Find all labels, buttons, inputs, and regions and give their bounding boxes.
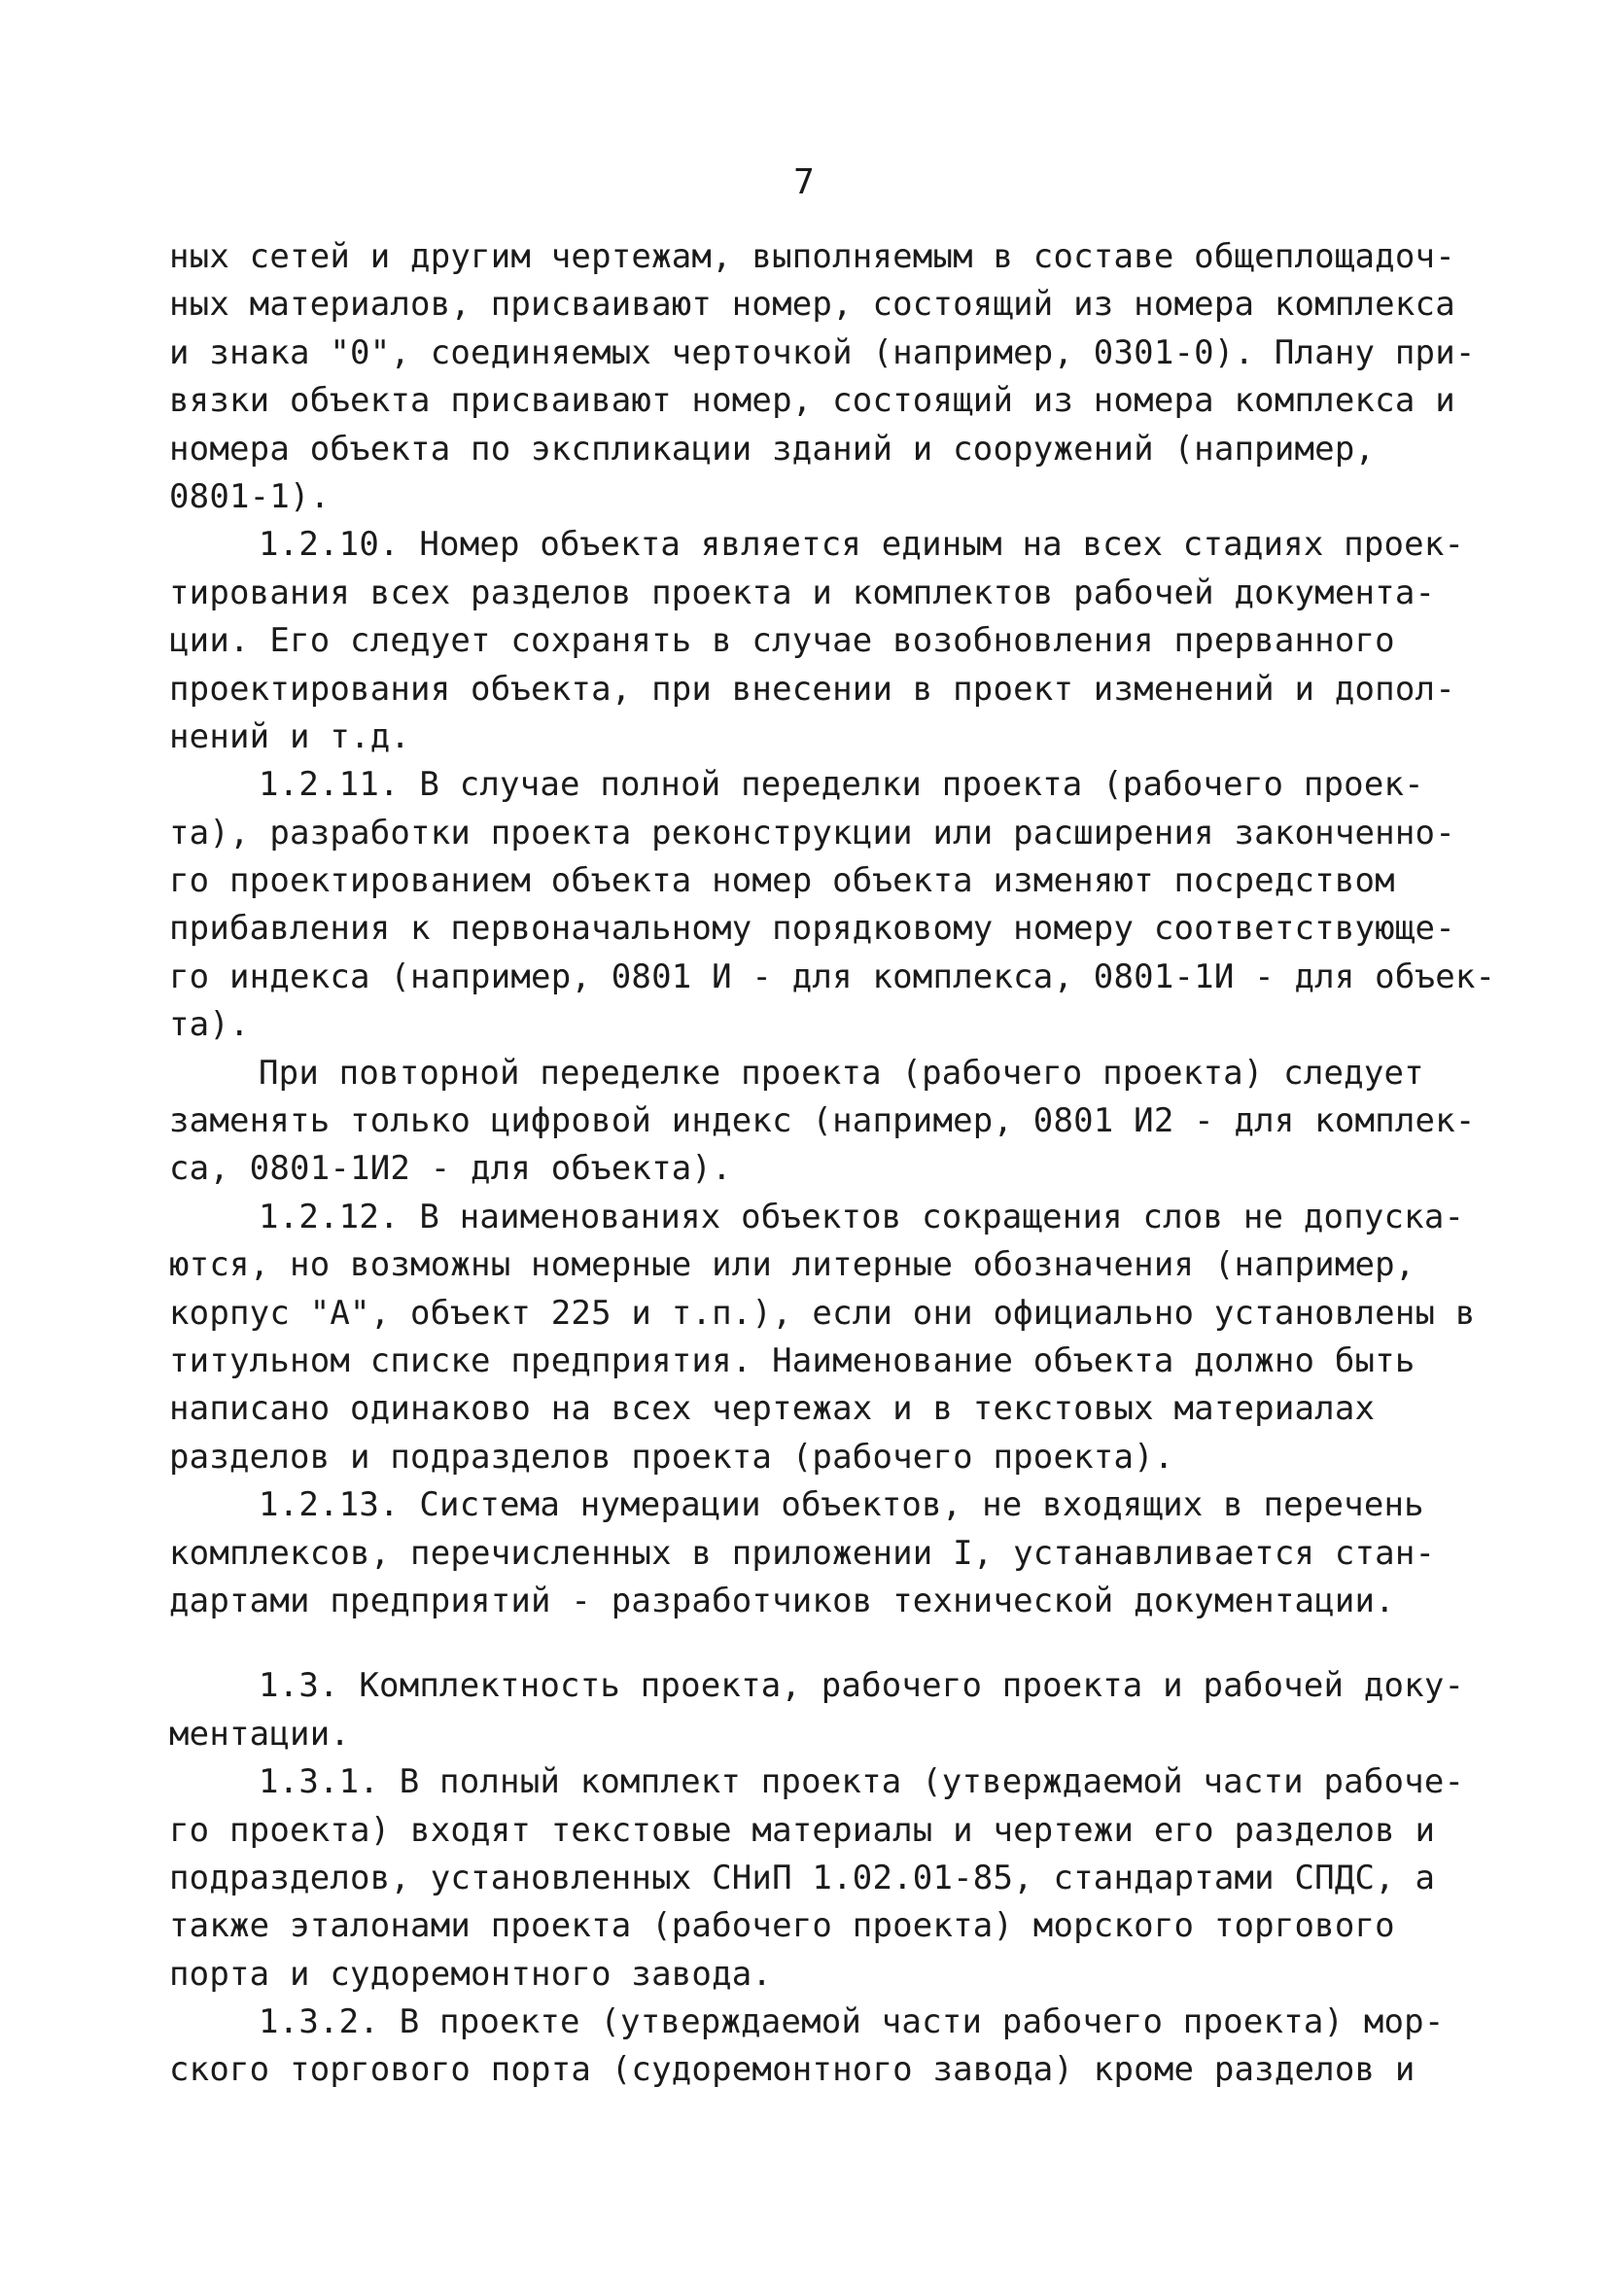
paragraph-1-2-11-start: 1.2.11. В случае полной переделки проекта (рабочего проек- xyxy=(259,765,1424,805)
paragraph-1-2-10-start: 1.2.10. Номер объекта является единым на всех стадиях проек- xyxy=(259,525,1465,565)
text-line: подразделов, установленных СНиП 1.02.01-85, стандартами СПДС, а xyxy=(169,1858,1436,1897)
paragraph-1-3-2-start: 1.3.2. В проекте (утверждаемой части рабочего проекта) мор- xyxy=(259,2002,1445,2042)
text-line: ского торгового порта (судоремонтного завода) кроме разделов и xyxy=(169,2050,1416,2090)
text-line: ментации. xyxy=(169,1714,351,1754)
body-text xyxy=(169,233,1496,2095)
paragraph-repeat-rework-start: При повторной переделке проекта (рабочего проекта) следует xyxy=(259,1053,1424,1093)
text-line: го проектированием объекта номер объекта изменяют посредством xyxy=(169,861,1395,901)
text-line: номера объекта по экспликации зданий и сооружений (например, xyxy=(169,429,1376,469)
text-line: та), разработки проекта реконструкции или расширения законченно- xyxy=(169,813,1455,852)
text-line: вязки объекта присваивают номер, состоящий из номера комплекса и xyxy=(169,381,1455,421)
text-line: са, 0801-1И2 - для объекта). xyxy=(169,1149,732,1189)
text-line: порта и судоремонтного завода. xyxy=(169,1954,773,1994)
section-heading-1-3: 1.3. Комплектность проекта, рабочего проекта и рабочей доку- xyxy=(259,1666,1465,1706)
text-line: прибавления к первоначальному порядковому номеру соответствующе- xyxy=(169,909,1455,949)
text-line: нений и т.д. xyxy=(169,716,411,756)
page-number: 7 xyxy=(793,162,815,202)
text-line: также эталонами проекта (рабочего проекта) морского торгового xyxy=(169,1906,1395,1946)
section-gap xyxy=(169,1625,1477,1662)
text-line: ются, но возможны номерные или литерные обозначения (например, xyxy=(169,1245,1416,1285)
paragraph-1-2-13-start: 1.2.13. Система нумерации объектов, не входящих в перечень xyxy=(259,1485,1424,1525)
text-line: проектирования объекта, при внесении в проект изменений и допол- xyxy=(169,669,1455,709)
text-line: дартами предприятий - разработчиков технической документации. xyxy=(169,1581,1395,1620)
text-line: заменять только цифровой индекс (например, 0801 И2 - для комплек- xyxy=(169,1101,1476,1141)
text-line: ных материалов, присваивают номер, состоящий из номера комплекса xyxy=(169,285,1455,325)
text-line: тирования всех разделов проекта и комплектов рабочей документа- xyxy=(169,573,1436,612)
text-line: 0801-1). xyxy=(169,476,331,516)
text-line: и знака "0", соединяемых черточкой (например, 0301-0). Плану при- xyxy=(169,332,1476,372)
text-line: ных сетей и другим чертежам, выполняемым в составе общеплощадоч- xyxy=(169,237,1455,276)
paragraph-1-3-1-start: 1.3.1. В полный комплект проекта (утверждаемой части рабоче- xyxy=(259,1762,1465,1802)
text-line: та). xyxy=(169,1005,250,1045)
text-line: титульном списке предприятия. Наименование объекта должно быть xyxy=(169,1340,1416,1380)
text-line: комплексов, перечисленных в приложении I, устанавливается стан- xyxy=(169,1533,1436,1573)
paragraph-1-2-12-start: 1.2.12. В наименованиях объектов сокращения слов не допуска- xyxy=(259,1197,1465,1236)
text-line: корпус "А", объект 225 и т.п.), если они официально установлены в xyxy=(169,1293,1476,1333)
text-line: го индекса (например, 0801 И - для комплекса, 0801-1И - для объек- xyxy=(169,957,1496,996)
text-line: разделов и подразделов проекта (рабочего проекта). xyxy=(169,1437,1174,1477)
text-line: ции. Его следует сохранять в случае возобновления прерванного xyxy=(169,621,1395,661)
text-line: написано одинаково на всех чертежах и в текстовых материалах xyxy=(169,1389,1376,1429)
text-line: го проекта) входят текстовые материалы и чертежи его разделов и xyxy=(169,1810,1436,1850)
